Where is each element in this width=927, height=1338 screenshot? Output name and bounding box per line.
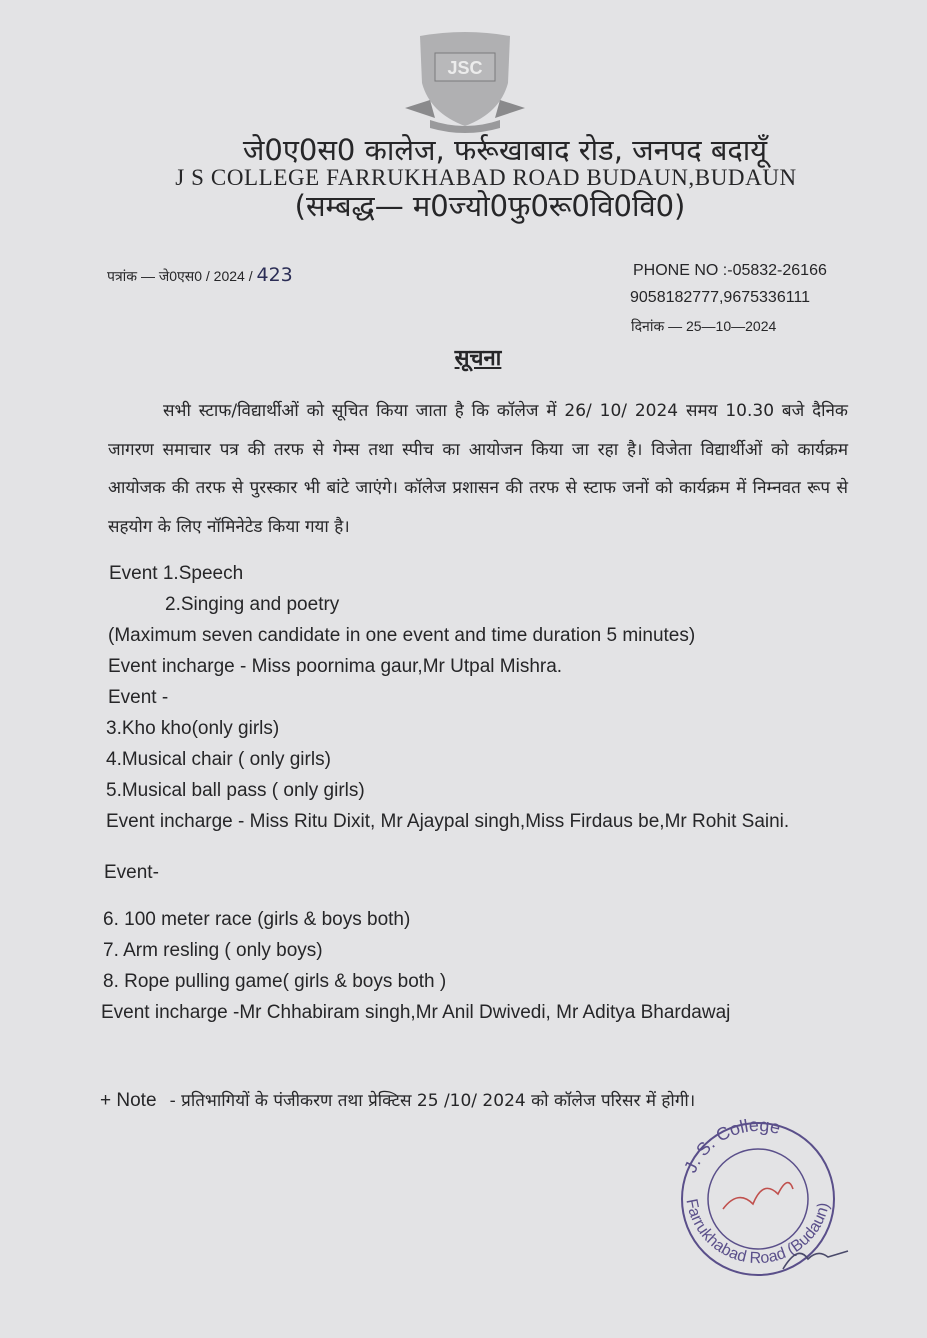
notice-content bbox=[0, 392, 927, 1279]
college-stamp bbox=[668, 1119, 858, 1279]
reference-label: पत्रांक — जे0एस0 / 2024 / bbox=[107, 268, 253, 284]
event-line: 7. Arm resling ( only boys) bbox=[103, 940, 323, 961]
event-line: 3.Kho kho(only girls) bbox=[106, 718, 280, 739]
event-line: Event incharge -Mr Chhabiram singh,Mr Anil Dwivedi, Mr Aditya Bhardawaj bbox=[101, 1002, 731, 1023]
reference-handwritten-number: 423 bbox=[256, 264, 293, 286]
event-line: Event- bbox=[104, 862, 159, 883]
event-line: Event - bbox=[108, 687, 169, 708]
notice-title: सूचना bbox=[454, 346, 502, 371]
event-line: 2.Singing and poetry bbox=[165, 594, 340, 615]
college-name-english: J S COLLEGE FARRUKHABAD ROAD BUDAUN,BUDAUN bbox=[175, 165, 797, 190]
event-line: Event incharge - Miss Ritu Dixit, Mr Ajaypal singh,Miss Firdaus be,Mr Rohit Saini. bbox=[106, 811, 790, 832]
event-line: Event 1.Speech bbox=[109, 563, 244, 584]
logo-text: JSC bbox=[447, 58, 483, 78]
event-line: 5.Musical ball pass ( only girls) bbox=[106, 780, 365, 801]
date: दिनांक — 25—10—2024 bbox=[631, 318, 777, 334]
event-line: 6. 100 meter race (girls & boys both) bbox=[103, 909, 411, 930]
stamp-bottom-text: Farrukhabad Road (Budaun) bbox=[682, 1197, 833, 1268]
event-line: 8. Rope pulling game( girls & boys both ) bbox=[103, 971, 447, 992]
event-line: (Maximum seven candidate in one event and time duration 5 minutes) bbox=[108, 625, 696, 646]
svg-text:J. S. College bbox=[680, 1119, 782, 1176]
note-label: + Note bbox=[100, 1090, 157, 1111]
note-text: - प्रतिभागियों के पंजीकरण तथा प्रेक्टिस 25 /10/ 2024 को कॉलेज परिसर में होगी। bbox=[169, 1091, 696, 1111]
signature-red bbox=[723, 1183, 793, 1209]
mobile-numbers: 9058182777,9675336111 bbox=[630, 289, 811, 306]
notice-body: सभी स्टाफ/विद्यार्थीओं को सूचित किया जाता है कि कॉलेज में 26/ 10/ 2024 समय 10.30 बजे दैनिक जागरण समाचार पत्र की तरफ से गेम्स तथा स्पीच का आयोजन किया जा रहा है। विजेता विद्यार्थीओं को कार्यक्रम आयोजक की तरफ से पुरस्कार भी बांटे जाएंगे। कॉलेज प्रशासन की तरफ से स्टाफ जनों को कार्यक्रम में निम्नवत रूप से सहयोग के लिए नॉमिनेटेड किया गया है। bbox=[108, 401, 848, 537]
phone: PHONE NO :-05832-26166 bbox=[633, 262, 827, 279]
event-line: Event incharge - Miss poornima gaur,Mr Utpal Mishra. bbox=[108, 656, 563, 677]
college-logo bbox=[400, 28, 530, 142]
stamp-top-text: J. S. College bbox=[680, 1119, 783, 1176]
event-line: 4.Musical chair ( only girls) bbox=[106, 749, 331, 770]
affiliation: (सम्बद्ध— म0ज्यो0फु0रू0वि0वि0) bbox=[294, 189, 686, 223]
note bbox=[100, 1085, 927, 1117]
college-name-hindi: जे0ए0स0 कालेज, फर्रूखाबाद रोड, जनपद बदायूँ bbox=[242, 133, 768, 167]
reference-number bbox=[107, 264, 293, 286]
